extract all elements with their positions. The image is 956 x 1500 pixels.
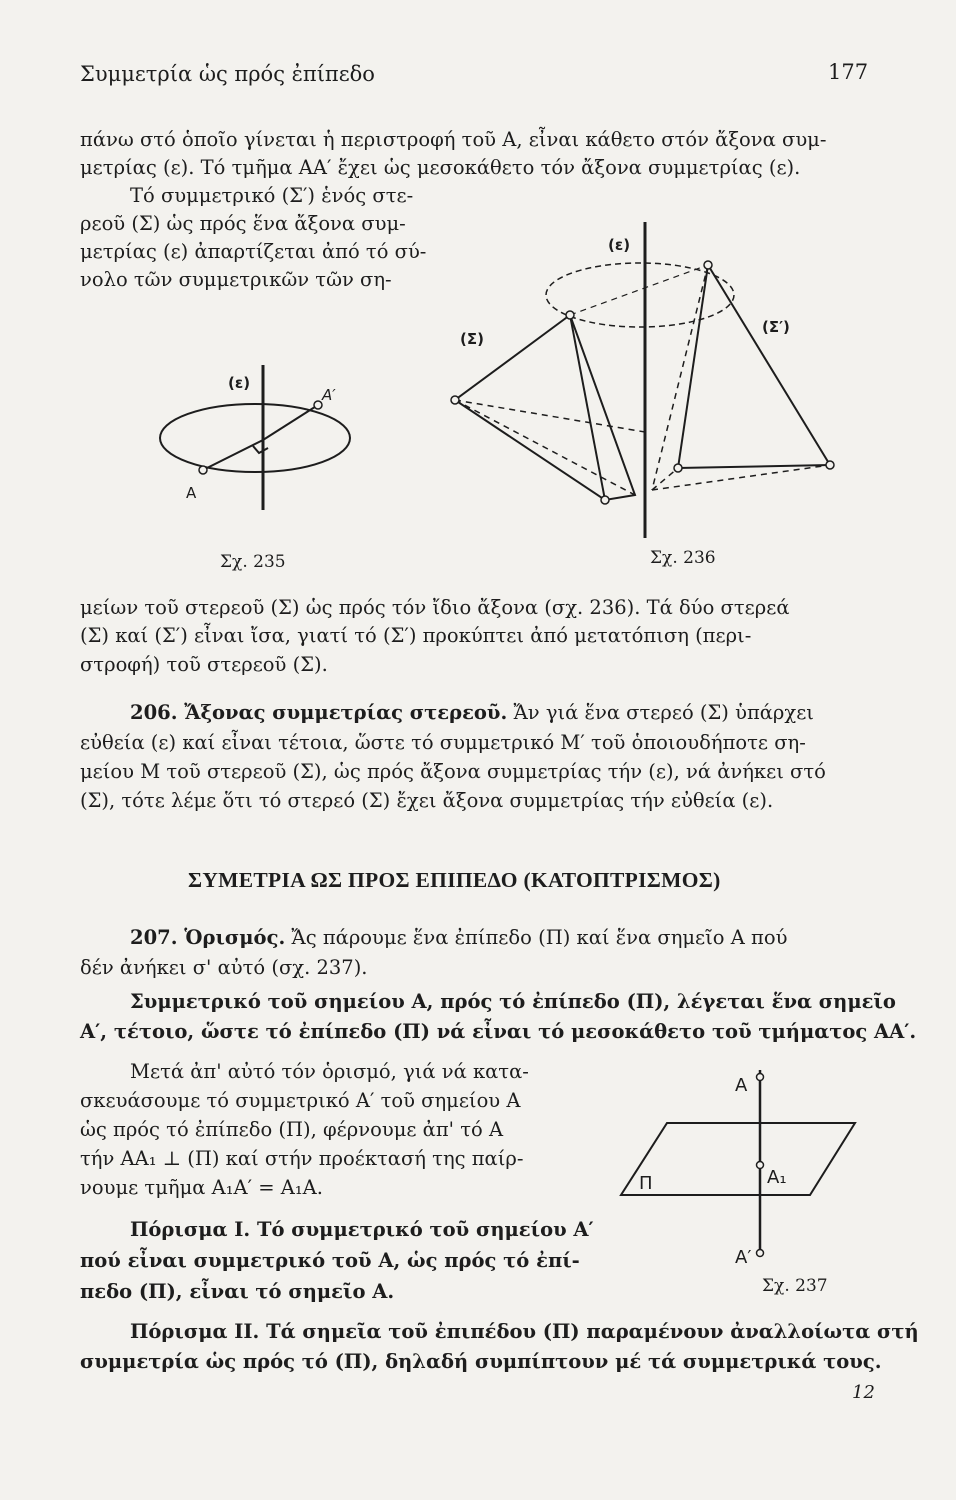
plane-pi [621,1123,855,1195]
intro-line-4: ρεοῦ (Σ) ὡς πρός ἕνα ἄξονα συμ- [80,212,406,235]
para-206-line-2: εὐθεία (ε) καί εἶναι τέτοια, ὥστε τό συμμετρικό Μ′ τοῦ ὁποιουδήποτε ση- [80,731,806,754]
fig237-label-pi: Π [639,1173,653,1194]
fig235-label-a: A [186,484,197,502]
rotation-circle [546,263,734,327]
right-angle-mark [253,446,268,453]
vertex-point [601,496,609,504]
section-title: ΣΥΜΕΤΡΙΑ ΩΣ ΠΡΟΣ ΕΠΙΠΕΔΟ (ΚΑΤΟΠΤΡΙΣΜΟΣ) [188,868,721,892]
segment-a-prime [263,405,318,440]
fig237-label-a: A [735,1075,748,1096]
fig236-caption: Σχ. 236 [650,548,716,568]
porisma-1-line-2: πού εἶναι συμμετρικό τοῦ Α, ὡς πρός τό ἐπί- [80,1249,580,1272]
fig236-sigma-label: (Σ) [460,330,484,348]
vertex-point [826,461,834,469]
page-number: 177 [828,60,869,84]
segment-a [203,440,263,470]
construction-line-4: τήν ΑΑ₁ ⊥ (Π) καί στήν προέκτασή της παίρ- [80,1147,524,1170]
fig235-label-a-prime: A′ [322,386,336,404]
point-a-prime [757,1250,764,1257]
solid-sigma-prime-1 [708,265,830,465]
point-a [757,1074,764,1081]
construction-line-1: Μετά ἀπ' αὐτό τόν ὁρισμό, γιά νά κατα- [130,1060,529,1083]
para-206-line-3: μείου Μ τοῦ στερεοῦ (Σ), ὡς πρός ἄξονα συμμετρίας τήν (ε), νά ἀνήκει στό [80,760,826,783]
construction-line-2: σκευάσουμε τό συμμετρικό Α′ τοῦ σημείου Α [80,1089,521,1112]
vertex-point [451,396,459,404]
fig235-axis-label: (ε) [228,374,251,392]
para-207-line-1 [130,928,787,948]
construction-line-3: ὡς πρός τό ἐπίπεδο (Π), φέρνουμε ἀπ' τό Α [80,1118,504,1141]
para-207-line-1-rest: Ἄς πάρουμε ἕνα ἐπίπεδο (Π) καί ἕνα σημεῖο Α πού [285,926,788,949]
continuation-line-2: (Σ) καί (Σ′) εἶναι ἴσα, γιατί τό (Σ′) προκύπτει ἀπό μετατόπιση (περι- [80,624,752,647]
porisma-1-line-1: Πόρισμα Ι. Τό συμμετρικό τοῦ σημείου Α′ [130,1218,594,1241]
fig235-caption: Σχ. 235 [220,552,286,572]
definition-line-1: Συμμετρικό τοῦ σημείου Α, πρός τό ἐπίπεδο (Π), λέγεται ἕνα σημεῖο [130,990,896,1013]
para-206-heading: 206. Ἄξονας συμμετρίας στερεοῦ. [130,701,508,724]
figure-235 [150,360,370,530]
figure-237 [615,1065,865,1280]
para-206-line-1-rest: Ἄν γιά ἕνα στερεό (Σ) ὑπάρχει [507,701,814,724]
intro-line-3: Τό συμμετρικό (Σ′) ἑνός στε- [130,184,414,207]
fig236-axis-label: (ε) [608,236,631,254]
porisma-2-line-2: συμμετρία ὡς πρός τό (Π), δηλαδή συμπίπτουν μέ τά συμμετρικά τους. [80,1350,882,1373]
fig237-caption: Σχ. 237 [762,1276,828,1296]
definition-line-2: Α′, τέτοιο, ὥστε τό ἐπίπεδο (Π) νά εἶναι τό μεσοκάθετο τοῦ τμήματος ΑΑ′. [80,1020,917,1043]
vertex-point [704,261,712,269]
rotation-circle [160,404,350,472]
construction-line-5: νουμε τμῆμα Α₁Α′ = Α₁Α. [80,1176,323,1199]
vertex-point [674,464,682,472]
fig237-label-a-prime: A′ [735,1247,752,1268]
figure-236 [440,220,860,540]
para-206-line-1 [130,703,814,723]
intro-line-5: μετρίας (ε) ἀπαρτίζεται ἀπό τό σύ- [80,240,427,263]
vertex-point [566,311,574,319]
continuation-line-1: μείων τοῦ στερεοῦ (Σ) ὡς πρός τόν ἴδιο ἄξονα (σχ. 236). Τά δύο στερεά [80,596,790,619]
fig236-sigma-prime-label: (Σ′) [762,318,790,336]
porisma-1-line-3: πεδο (Π), εἶναι τό σημεῖο Α. [80,1280,395,1303]
running-title: Συμμετρία ὡς πρός ἐπίπεδο [80,62,375,86]
intro-line-2: μετρίας (ε). Τό τμῆμα ΑΑ′ ἔχει ὡς μεσοκάθετο τόν ἄξονα συμμετρίας (ε). [80,156,801,179]
signature-mark: 12 [852,1382,875,1403]
fig237-label-a1: A₁ [767,1167,787,1188]
porisma-2-line-1: Πόρισμα ΙΙ. Τά σημεῖα τοῦ ἐπιπέδου (Π) παραμένουν ἀναλλοίωτα στή [130,1320,919,1343]
intro-line-6: νολο τῶν συμμετρικῶν τῶν ση- [80,268,392,291]
point-a [199,466,207,474]
para-206-line-4: (Σ), τότε λέμε ὅτι τό στερεό (Σ) ἔχει ἄξονα συμμετρίας τήν εὐθεία (ε). [80,789,774,812]
para-207-heading: 207. Ὁρισμός. [130,926,286,949]
continuation-line-3: στροφή) τοῦ στερεοῦ (Σ). [80,653,328,676]
para-207-line-2: δέν ἀνήκει σ' αὐτό (σχ. 237). [80,956,368,979]
point-a1 [757,1162,764,1169]
intro-line-1: πάνω στό ὁποῖο γίνεται ἡ περιστροφή τοῦ Α, εἶναι κάθετο στόν ἄξονα συμ- [80,128,827,151]
point-a-prime [314,401,322,409]
